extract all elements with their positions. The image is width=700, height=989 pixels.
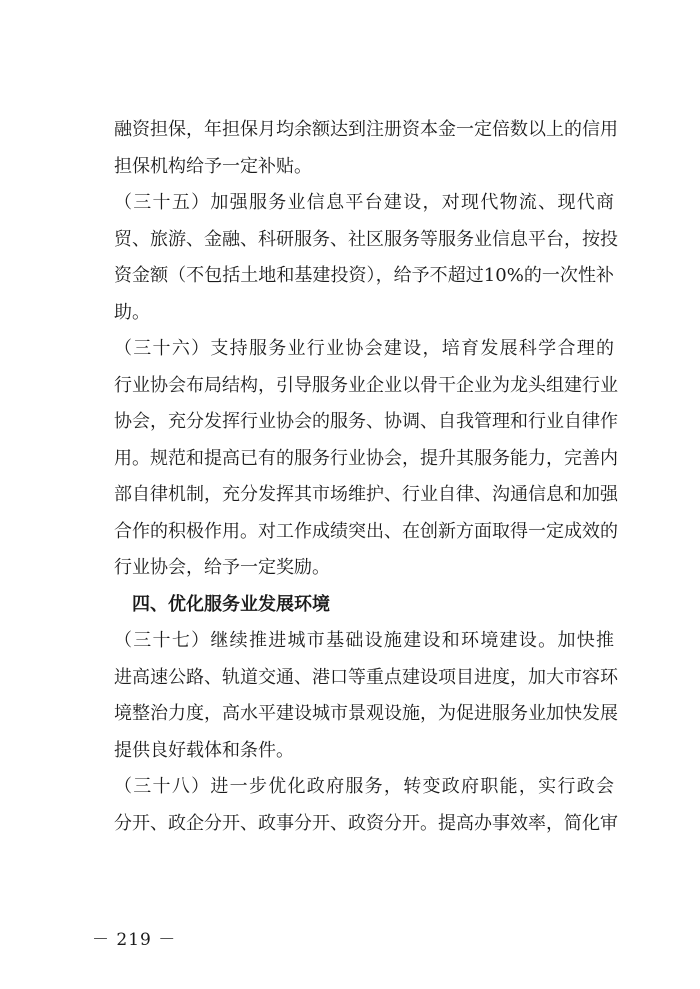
text-line: 行业协会布局结构，引导服务业企业以骨干企业为龙头组建行业: [114, 374, 618, 396]
text-line: 进高速公路、轨道交通、港口等重点建设项目进度，加大市容环: [114, 666, 618, 688]
text-line: 用。规范和提高已有的服务行业协会，提升其服务能力，完善内: [114, 447, 618, 469]
text-line: 部自律机制，充分发挥其市场维护、行业自律、沟通信息和加强: [114, 484, 618, 505]
body-text: [114, 112, 618, 842]
text-line: 分开、政企分开、政事分开、政资分开。提高办事效率，简化审: [114, 812, 618, 834]
text-line: 境整治力度，高水平建设城市景观设施，为促进服务业加快发展: [114, 703, 618, 724]
text-line: （三十五）加强服务业信息平台建设，对现代物流、现代商: [114, 192, 614, 213]
text-line: 贸、旅游、金融、科研服务、社区服务等服务业信息平台，按投: [114, 228, 618, 250]
text-line: 担保机构给予一定补贴。: [114, 155, 312, 177]
text-line: 助。: [114, 301, 150, 323]
text-line: （三十八）进一步优化政府服务，转变政府职能，实行政会: [114, 776, 614, 797]
text-line: 协会，充分发挥行业协会的服务、协调、自我管理和行业自律作: [114, 411, 618, 432]
section-heading: 四、优化服务业发展环境: [132, 593, 330, 615]
text-line: （三十七）继续推进城市基础设施建设和环境建设。加快推: [114, 630, 614, 651]
text-line: 融资担保，年担保月均余额达到注册资本金一定倍数以上的信用: [114, 119, 618, 140]
text-line: 行业协会，给予一定奖励。: [114, 557, 330, 578]
text-line: （三十六）支持服务业行业协会建设，培育发展科学合理的: [114, 338, 614, 359]
text-line: 提供良好载体和条件。: [114, 739, 294, 761]
page-number: － 219 －: [92, 930, 177, 950]
text-line: 资金额（不包括土地和基建投资），给予不超过10%的一次性补: [114, 265, 614, 286]
text-line: 合作的积极作用。对工作成绩突出、在创新方面取得一定成效的: [114, 520, 618, 542]
